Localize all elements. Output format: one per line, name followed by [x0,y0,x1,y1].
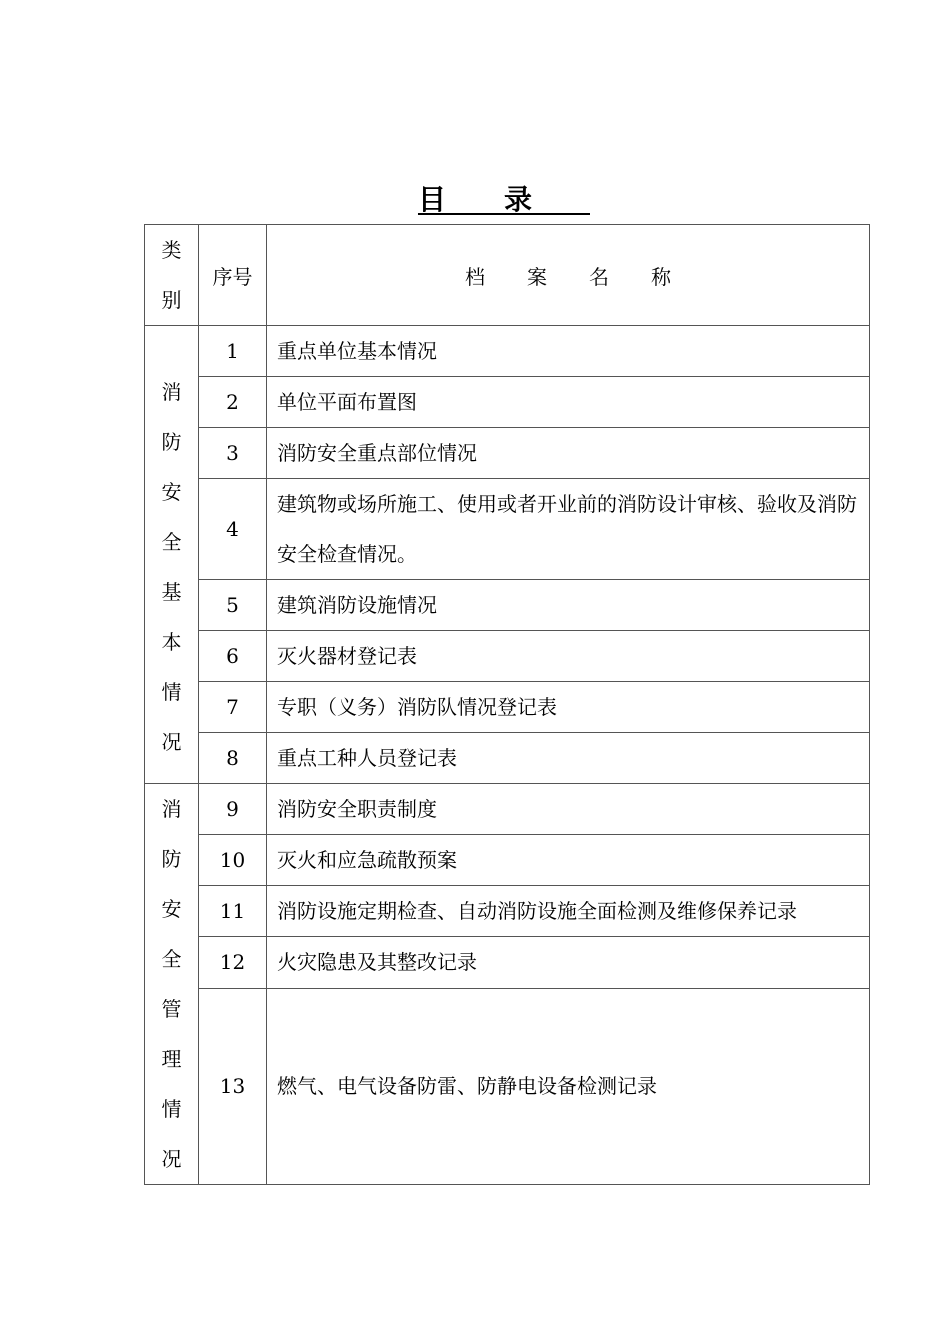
name-cell: 重点工种人员登记表 [267,733,870,784]
seq-cell: 3 [199,428,267,479]
category-cell [145,326,199,784]
name-cell: 消防安全重点部位情况 [267,428,870,479]
seq-cell: 10 [199,835,267,886]
table-row [145,326,870,377]
table-row [145,580,870,631]
table-row [145,733,870,784]
seq-cell: 5 [199,580,267,631]
name-cell: 燃气、电气设备防雷、防静电设备检测记录 [267,988,870,1185]
seq-cell: 7 [199,682,267,733]
header-name [267,225,870,326]
table-row [145,835,870,886]
category-label: 消 防 安 全 管 理 情 况 [161,797,182,1171]
seq-cell: 6 [199,631,267,682]
category-label: 消 防 安 全 基 本 情 况 [161,380,182,754]
table-row [145,886,870,937]
seq-cell: 8 [199,733,267,784]
table-header-row [145,225,870,326]
seq-cell: 13 [199,988,267,1185]
name-cell: 建筑物或场所施工、使用或者开业前的消防设计审核、验收及消防安全检查情况。 [267,479,870,580]
name-cell: 单位平面布置图 [267,377,870,428]
document-title [0,180,950,220]
table-row [145,784,870,835]
table-row [145,631,870,682]
seq-cell: 2 [199,377,267,428]
name-cell: 重点单位基本情况 [267,326,870,377]
header-name-text: 档案名称 [465,264,713,289]
table-row [145,682,870,733]
table-row [145,377,870,428]
table-row [145,479,870,580]
header-category [145,225,199,326]
seq-cell: 4 [199,479,267,580]
name-cell: 火灾隐患及其整改记录 [267,937,870,988]
table-row [145,937,870,988]
name-cell: 专职（义务）消防队情况登记表 [267,682,870,733]
category-cell [145,784,199,1185]
table-row [145,988,870,1185]
header-seq: 序号 [199,225,267,326]
seq-cell: 11 [199,886,267,937]
name-cell: 建筑消防设施情况 [267,580,870,631]
seq-cell: 12 [199,937,267,988]
name-cell: 灭火和应急疏散预案 [267,835,870,886]
name-cell: 消防设施定期检查、自动消防设施全面检测及维修保养记录 [267,886,870,937]
table-row [145,428,870,479]
seq-cell: 9 [199,784,267,835]
seq-cell: 1 [199,326,267,377]
header-category-text: 类 别 [161,238,182,312]
name-cell: 灭火器材登记表 [267,631,870,682]
name-cell: 消防安全职责制度 [267,784,870,835]
document-title-text: 目录 [417,183,590,216]
archive-index-table [144,224,870,1185]
